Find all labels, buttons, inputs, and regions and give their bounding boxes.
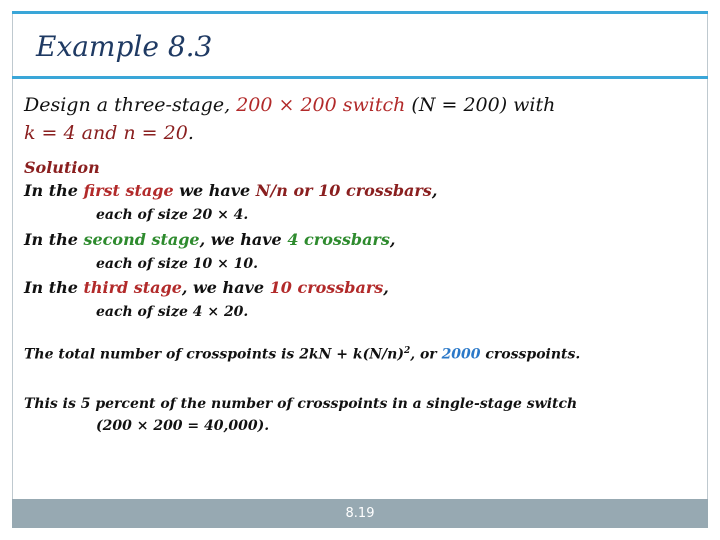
problem-text: Design a three-stage, (24, 94, 237, 116)
total-unit: crosspoints. (480, 346, 581, 363)
problem-line-1 (24, 94, 555, 116)
first-stage-comma: , (431, 181, 438, 200)
third-stage-label: third stage (83, 278, 182, 297)
page-number: 8.19 (345, 506, 375, 521)
third-stage-line (24, 278, 389, 297)
third-stage-prefix: In the (24, 278, 84, 297)
slide-title: Example 8.3 (36, 30, 213, 63)
switch-size: 200 × 200 switch (236, 94, 406, 116)
first-stage-size: each of size 20 × 4. (96, 207, 249, 223)
second-stage-line (24, 230, 395, 249)
second-stage-comma: , (389, 230, 396, 249)
total-formula: The total number of crosspoints is 2kN + k(N/n) (24, 346, 404, 363)
third-stage-size: each of size 4 × 20. (96, 304, 249, 320)
percent-line-1: This is 5 percent of the number of crosspoints in a single-stage switch (24, 396, 578, 412)
total-crosspoints-line (24, 346, 580, 363)
problem-line-2 (24, 122, 194, 144)
second-stage-crossbars: 4 crossbars (287, 230, 390, 249)
top-accent-bar (12, 11, 708, 14)
third-stage-comma: , (383, 278, 389, 297)
solution-label: Solution (24, 158, 100, 177)
first-stage-mid: we have (173, 181, 256, 200)
second-stage-mid: , we have (199, 230, 288, 249)
problem-params: k = 4 and n = 20 (24, 122, 188, 144)
total-or: , or (410, 346, 442, 363)
title-underline (12, 76, 708, 79)
first-stage-crossbars: N/n or 10 crossbars (255, 181, 432, 200)
first-stage-line (24, 181, 437, 200)
problem-period: . (187, 122, 194, 144)
first-stage-label: first stage (83, 181, 174, 200)
first-stage-prefix: In the (24, 181, 84, 200)
problem-n: (N = 200) with (405, 94, 556, 116)
second-stage-label: second stage (83, 230, 200, 249)
total-value: 2000 (441, 346, 481, 363)
third-stage-mid: , we have (181, 278, 270, 297)
second-stage-prefix: In the (24, 230, 84, 249)
total-exponent: 2 (403, 346, 411, 356)
percent-line-2: (200 × 200 = 40,000). (96, 418, 270, 434)
second-stage-size: each of size 10 × 10. (96, 256, 259, 272)
third-stage-crossbars: 10 crossbars (269, 278, 384, 297)
